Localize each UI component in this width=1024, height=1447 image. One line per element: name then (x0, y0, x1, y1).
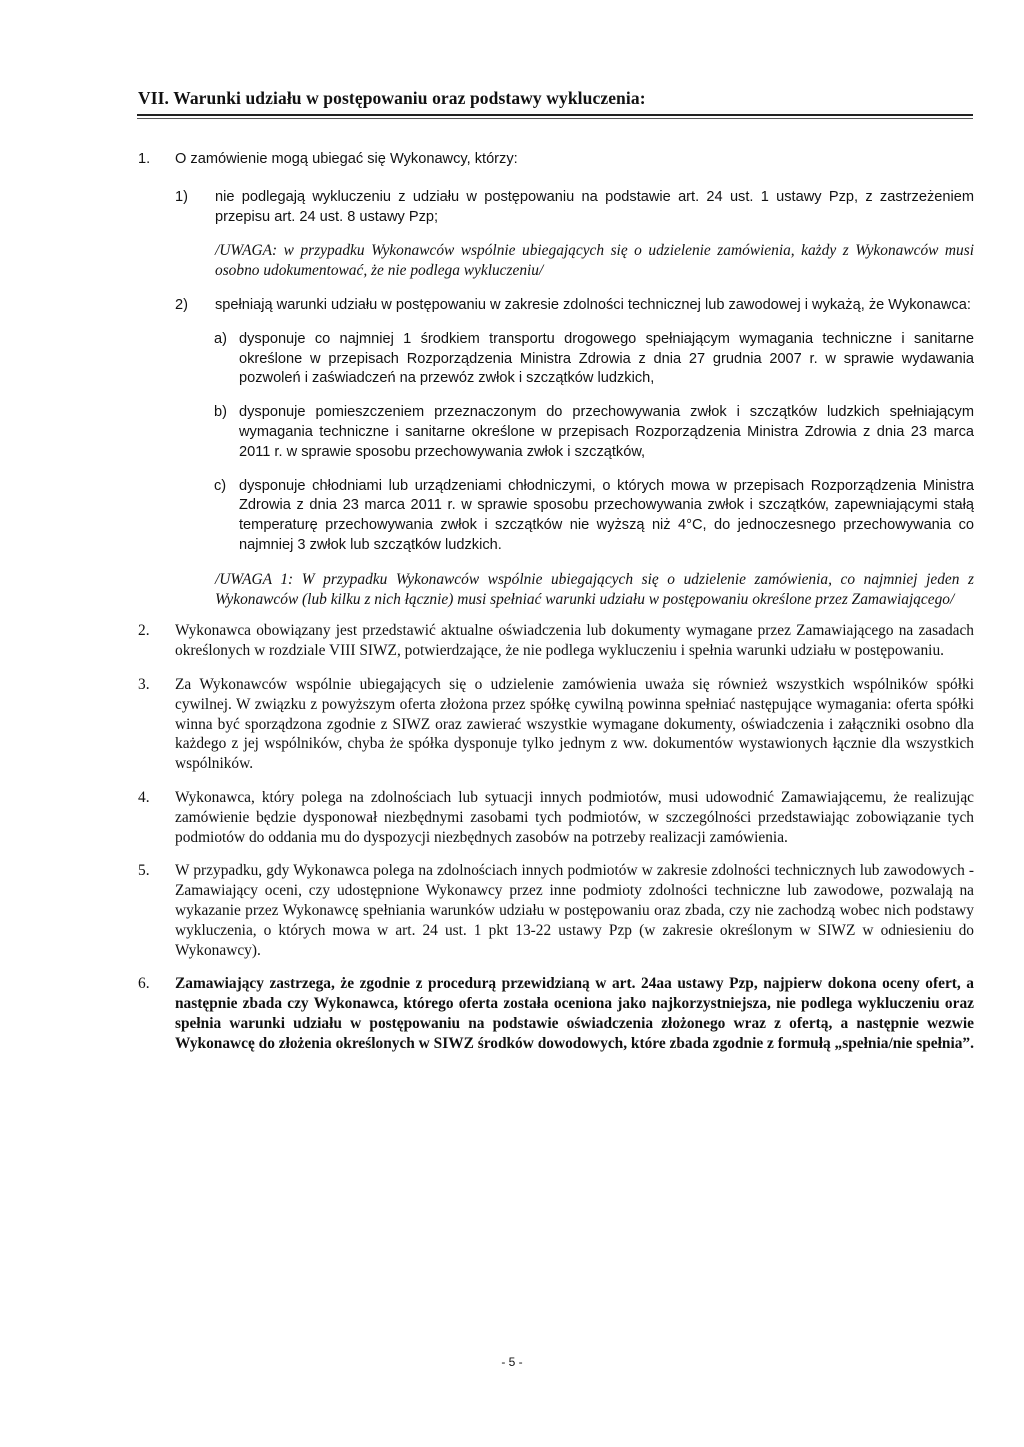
subitem-a (214, 330, 974, 389)
list-item-text: spełniają warunki udziału w postępowaniu w zakresie zdolności technicznej lub zawodowej i wykażą, że Wykonawca: (215, 296, 971, 313)
paragraph-text: Za Wykonawców wspólnie ubiegających się o udzielenie zamówienia uważa się również wszystkich wspólników spółki cywilnej. W związku z powyższym oferta złożona przez spółkę cywilną powinna spełniać następujące wymagania: oferta spółki winna być sporządzona zgodnie z SIWZ oraz zawierać wszystkie wymagane dokumenty, oświadczenia i załączniki osobno dla każdego z jej wspólników, chyba że spółka dysponuje tylko jednym z ww. dokumentów wystawionych łącznie dla wszystkich wspólników. (175, 675, 974, 773)
note-conditions: /UWAGA 1: W przypadku Wykonawców wspólnie ubiegających się o udzielenie zamówienia, co najmniej jeden z Wykonawców (lub kilku z nich łącznie) musi spełniać warunki udziału w postępowaniu określone przez Zamawiającego/ (215, 570, 974, 608)
subitem-text: dysponuje pomieszczeniem przeznaczonym do przechowywania zwłok i szczątków ludzkich spełniającym wymagania techniczne i sanitarne określone w przepisach Rozporządzenia Ministra Zdrowia z dnia 23 marca 2011 r. w sprawie sposobu przechowywania zwłok i szczątków, (239, 404, 974, 460)
paragraph-5 (138, 861, 974, 960)
document-body (138, 150, 974, 1053)
paragraph-3 (138, 675, 974, 774)
subitem-c (214, 477, 974, 556)
list-marker: 2) (175, 296, 188, 313)
note-exclusion: /UWAGA: w przypadku Wykonawców wspólnie ubiegających się o udzielenie zamówienia, każdy z Wykonawców musi osobno udokumentować, że nie podlega wykluczeniu/ (215, 242, 974, 280)
paragraph-4 (138, 788, 974, 847)
subitem-marker: c) (214, 477, 227, 494)
subitem-text: dysponuje co najmniej 1 środkiem transportu drogowego spełniającym wymagania techniczne i sanitarne określone w przepisach Rozporządzenia Ministra Zdrowia z dnia 27 grudnia 2007 r. w sprawie wydawania pozwoleń i zaświadczeń na przewóz zwłok i szczątków ludzkich, (239, 330, 974, 387)
subitem-marker: b) (214, 404, 227, 421)
subitem-b (214, 403, 974, 462)
heading-rule-thin (137, 118, 973, 119)
paragraph-text: W przypadku, gdy Wykonawca polega na zdolnościach innych podmiotów w zakresie zdolności technicznych lub zawodowych - Zamawiający oceni, czy udostępnione Wykonawcy przez inne podmioty zdolności techniczne lub zawodowe, pozwalają na wykazanie przez Wykonawcę spełniania warunków udziału w postępowaniu oraz zbada, czy nie zachodzą wobec nich podstawy wykluczenia, o których mowa w art. 24 ust. 1 pkt 13-22 ustawy Pzp (w zakresie określonym w SIWZ w odniesieniu do Wykonawcy). (175, 862, 974, 959)
paragraph-text: Zamawiający zastrzega, że zgodnie z procedurą przewidzianą w art. 24aa ustawy Pzp, najpierw dokona oceny ofert, a następnie zbada czy Wykonawca, którego oferta została oceniona jako najkorzystniejsza, nie podlega wykluczeniu oraz spełnia warunki udziału w postępowaniu na podstawie oświadczenia złożonego wraz z ofertą, a następnie wezwie Wykonawcę do złożenia określonych w SIWZ środków dowodowych, które zbada zgodnie z formułą „spełnia/nie spełnia”. (175, 975, 974, 1052)
paragraph-number: 5. (138, 862, 150, 880)
list-item-1 (138, 188, 974, 228)
paragraph-number: 6. (138, 975, 150, 993)
paragraph-text: Wykonawca obowiązany jest przedstawić aktualne oświadczenia lub dokumenty wymagane przez Zamawiającego na zasadach określonych w rozdziale VIII SIWZ, potwierdzające, że nie podlega wykluczeniu i spełnia warunki udziału w postępowaniu. (175, 622, 974, 660)
list-item-text: nie podlegają wykluczeniu z udziału w postępowaniu na podstawie art. 24 ust. 1 ustawy Pzp, z zastrzeżeniem przepisu art. 24 ust. 8 ustawy Pzp; (215, 188, 974, 225)
list-marker: 1) (175, 188, 188, 205)
paragraph-6 (138, 974, 974, 1053)
paragraph-2 (138, 621, 974, 661)
paragraph-number: 3. (138, 675, 150, 693)
page-number: - 5 - (501, 1355, 523, 1369)
list-item-2 (138, 296, 974, 316)
paragraph-text: O zamówienie mogą ubiegać się Wykonawcy, którzy: (175, 151, 518, 167)
subitem-text: dysponuje chłodniami lub urządzeniami chłodniczymi, o których mowa w przepisach Rozporządzenia Ministra Zdrowia z dnia 23 marca 2011 r. w sprawie sposobu przechowywania zwłok i szczątków, zapewniającymi stałą temperaturę przechowywania zwłok i szczątków nie wyższą niż 4°C, do jednoczesnego przechowywania co najmniej 3 zwłok lub szczątków ludzkich. (239, 477, 974, 553)
section-heading: VII. Warunki udziału w postępowaniu oraz podstawy wykluczenia: (138, 88, 646, 108)
subitem-marker: a) (214, 330, 227, 347)
paragraph-number: 1. (138, 151, 151, 167)
heading-rule (137, 114, 973, 116)
paragraph-number: 2. (138, 622, 150, 640)
paragraph-number: 4. (138, 788, 150, 806)
paragraph-1 (138, 150, 974, 170)
paragraph-text: Wykonawca, który polega na zdolnościach lub sytuacji innych podmiotów, musi udowodnić Zamawiającemu, że realizując zamówienie będzie dysponował niezbędnymi zasobami tych podmiotów, w szczególności przedstawiając zobowiązanie tych podmiotów do oddania mu do dyspozycji niezbędnych zasobów na potrzeby realizacji zamówienia. (175, 788, 974, 846)
